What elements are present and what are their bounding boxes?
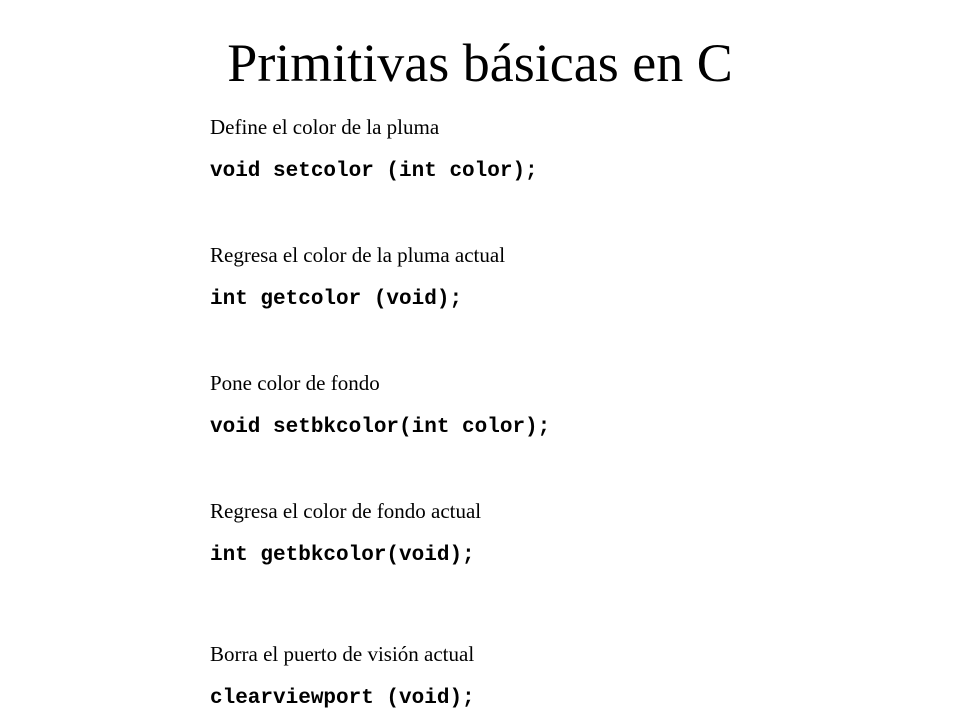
primitive-code: void setbkcolor(int color); (210, 416, 551, 439)
primitive-item-clearviewport (210, 640, 950, 713)
primitive-code: int getbkcolor(void); (210, 544, 475, 567)
primitive-description: Borra el puerto de visión actual (210, 642, 475, 666)
primitive-item-getcolor (210, 241, 950, 314)
primitive-code: int getcolor (void); (210, 288, 463, 311)
primitive-list (210, 0, 950, 720)
primitive-code: clearviewport (void); (210, 687, 475, 710)
slide-title: Primitivas básicas en C (227, 33, 733, 93)
primitive-item-setcolor (210, 113, 950, 186)
primitive-description: Regresa el color de fondo actual (210, 499, 482, 523)
primitive-description: Pone color de fondo (210, 371, 380, 395)
primitive-description: Regresa el color de la pluma actual (210, 243, 506, 267)
primitive-item-getbkcolor (210, 497, 950, 570)
primitive-item-setbkcolor (210, 369, 950, 442)
primitive-description: Define el color de la pluma (210, 115, 440, 139)
primitive-code: void setcolor (int color); (210, 160, 538, 183)
